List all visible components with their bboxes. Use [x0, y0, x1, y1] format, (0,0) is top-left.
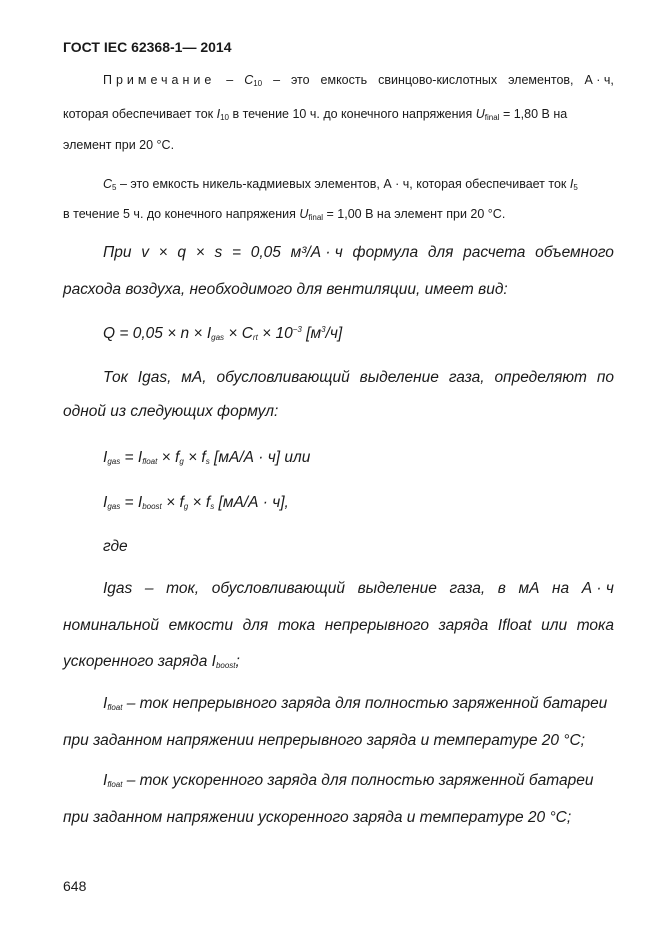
- note-line-2: которая обеспечивает ток $I_{10}$ в течение 10 ч. до конечного напряжения $U_{final} = 1,80$ В на: [63, 107, 568, 122]
- paragraph-2-line-2: одной из следующих формул:: [63, 403, 279, 420]
- dash: –: [273, 73, 281, 87]
- definition-1-line-2: номинальной емкости для тока непрерывного заряда Ifloat или тока: [63, 617, 614, 634]
- word: это: [290, 73, 310, 87]
- page-number: 648: [63, 878, 87, 894]
- formula-igas-float: $I_{gas} = I_{float} \times f_g \times f_s$ [мА/А · ч] или: [103, 449, 311, 466]
- note-label: Примечание: [103, 73, 216, 87]
- word: А · ч,: [584, 73, 614, 87]
- formula-igas-boost: $I_{gas} = I_{boost} \times f_g \times f_s$ [мА/А · ч],: [103, 494, 289, 511]
- paragraph-1-line-2: расхода воздуха, необходимого для вентиляции, имеет вид:: [63, 281, 508, 298]
- definition-3-line-1: $I_{float}$ – ток ускоренного заряда для полностью заряженной батареи: [103, 772, 594, 789]
- paragraph-2-line-1: Ток Igas, мА, обусловливающий выделение газа, определяют по: [103, 369, 614, 386]
- definition-3-line-2: при заданном напряжении ускоренного заряда и температуре 20 °С;: [63, 809, 572, 826]
- note-line-3: элемент при 20 °С.: [63, 138, 175, 152]
- paragraph-1-line-1: При v × q × s = 0,05 м³/А · ч формула для расчета объемного: [103, 244, 614, 261]
- note-c5-line-1: $C_5$ – это емкость никель-кадмиевых элементов, А · ч, которая обеспечивает ток $I_5$: [103, 177, 578, 192]
- note-c5-line-2: в течение 5 ч. до конечного напряжения $U_{final} = 1,00$ В на элемент при 20 °С.: [63, 207, 506, 222]
- word: свинцово-кислотных: [378, 73, 498, 87]
- definition-1-line-3: ускоренного заряда $I_{boost}$;: [63, 653, 240, 670]
- note-line-1: [103, 73, 614, 88]
- document-header: ГОСТ IEC 62368-1— 2014: [63, 39, 232, 55]
- word: емкость: [320, 73, 368, 87]
- c10-symbol: $C_{10}$: [244, 73, 263, 88]
- where-label: где: [103, 538, 128, 555]
- definition-2-line-1: $I_{float}$ – ток непрерывного заряда для полностью заряженной батареи: [103, 695, 608, 712]
- definition-2-line-2: при заданном напряжении непрерывного заряда и температуре 20 °С;: [63, 732, 585, 749]
- dash: –: [226, 73, 234, 87]
- definition-1-line-1: Igas – ток, обусловливающий выделение газа, в мА на А · ч: [103, 580, 614, 597]
- formula-airflow: $Q = 0,05 \times n \times I_{gas} \times C_{rt} \times 10^{-3}$ $[м^3/ч]$: [103, 325, 343, 342]
- word: элементов,: [508, 73, 574, 87]
